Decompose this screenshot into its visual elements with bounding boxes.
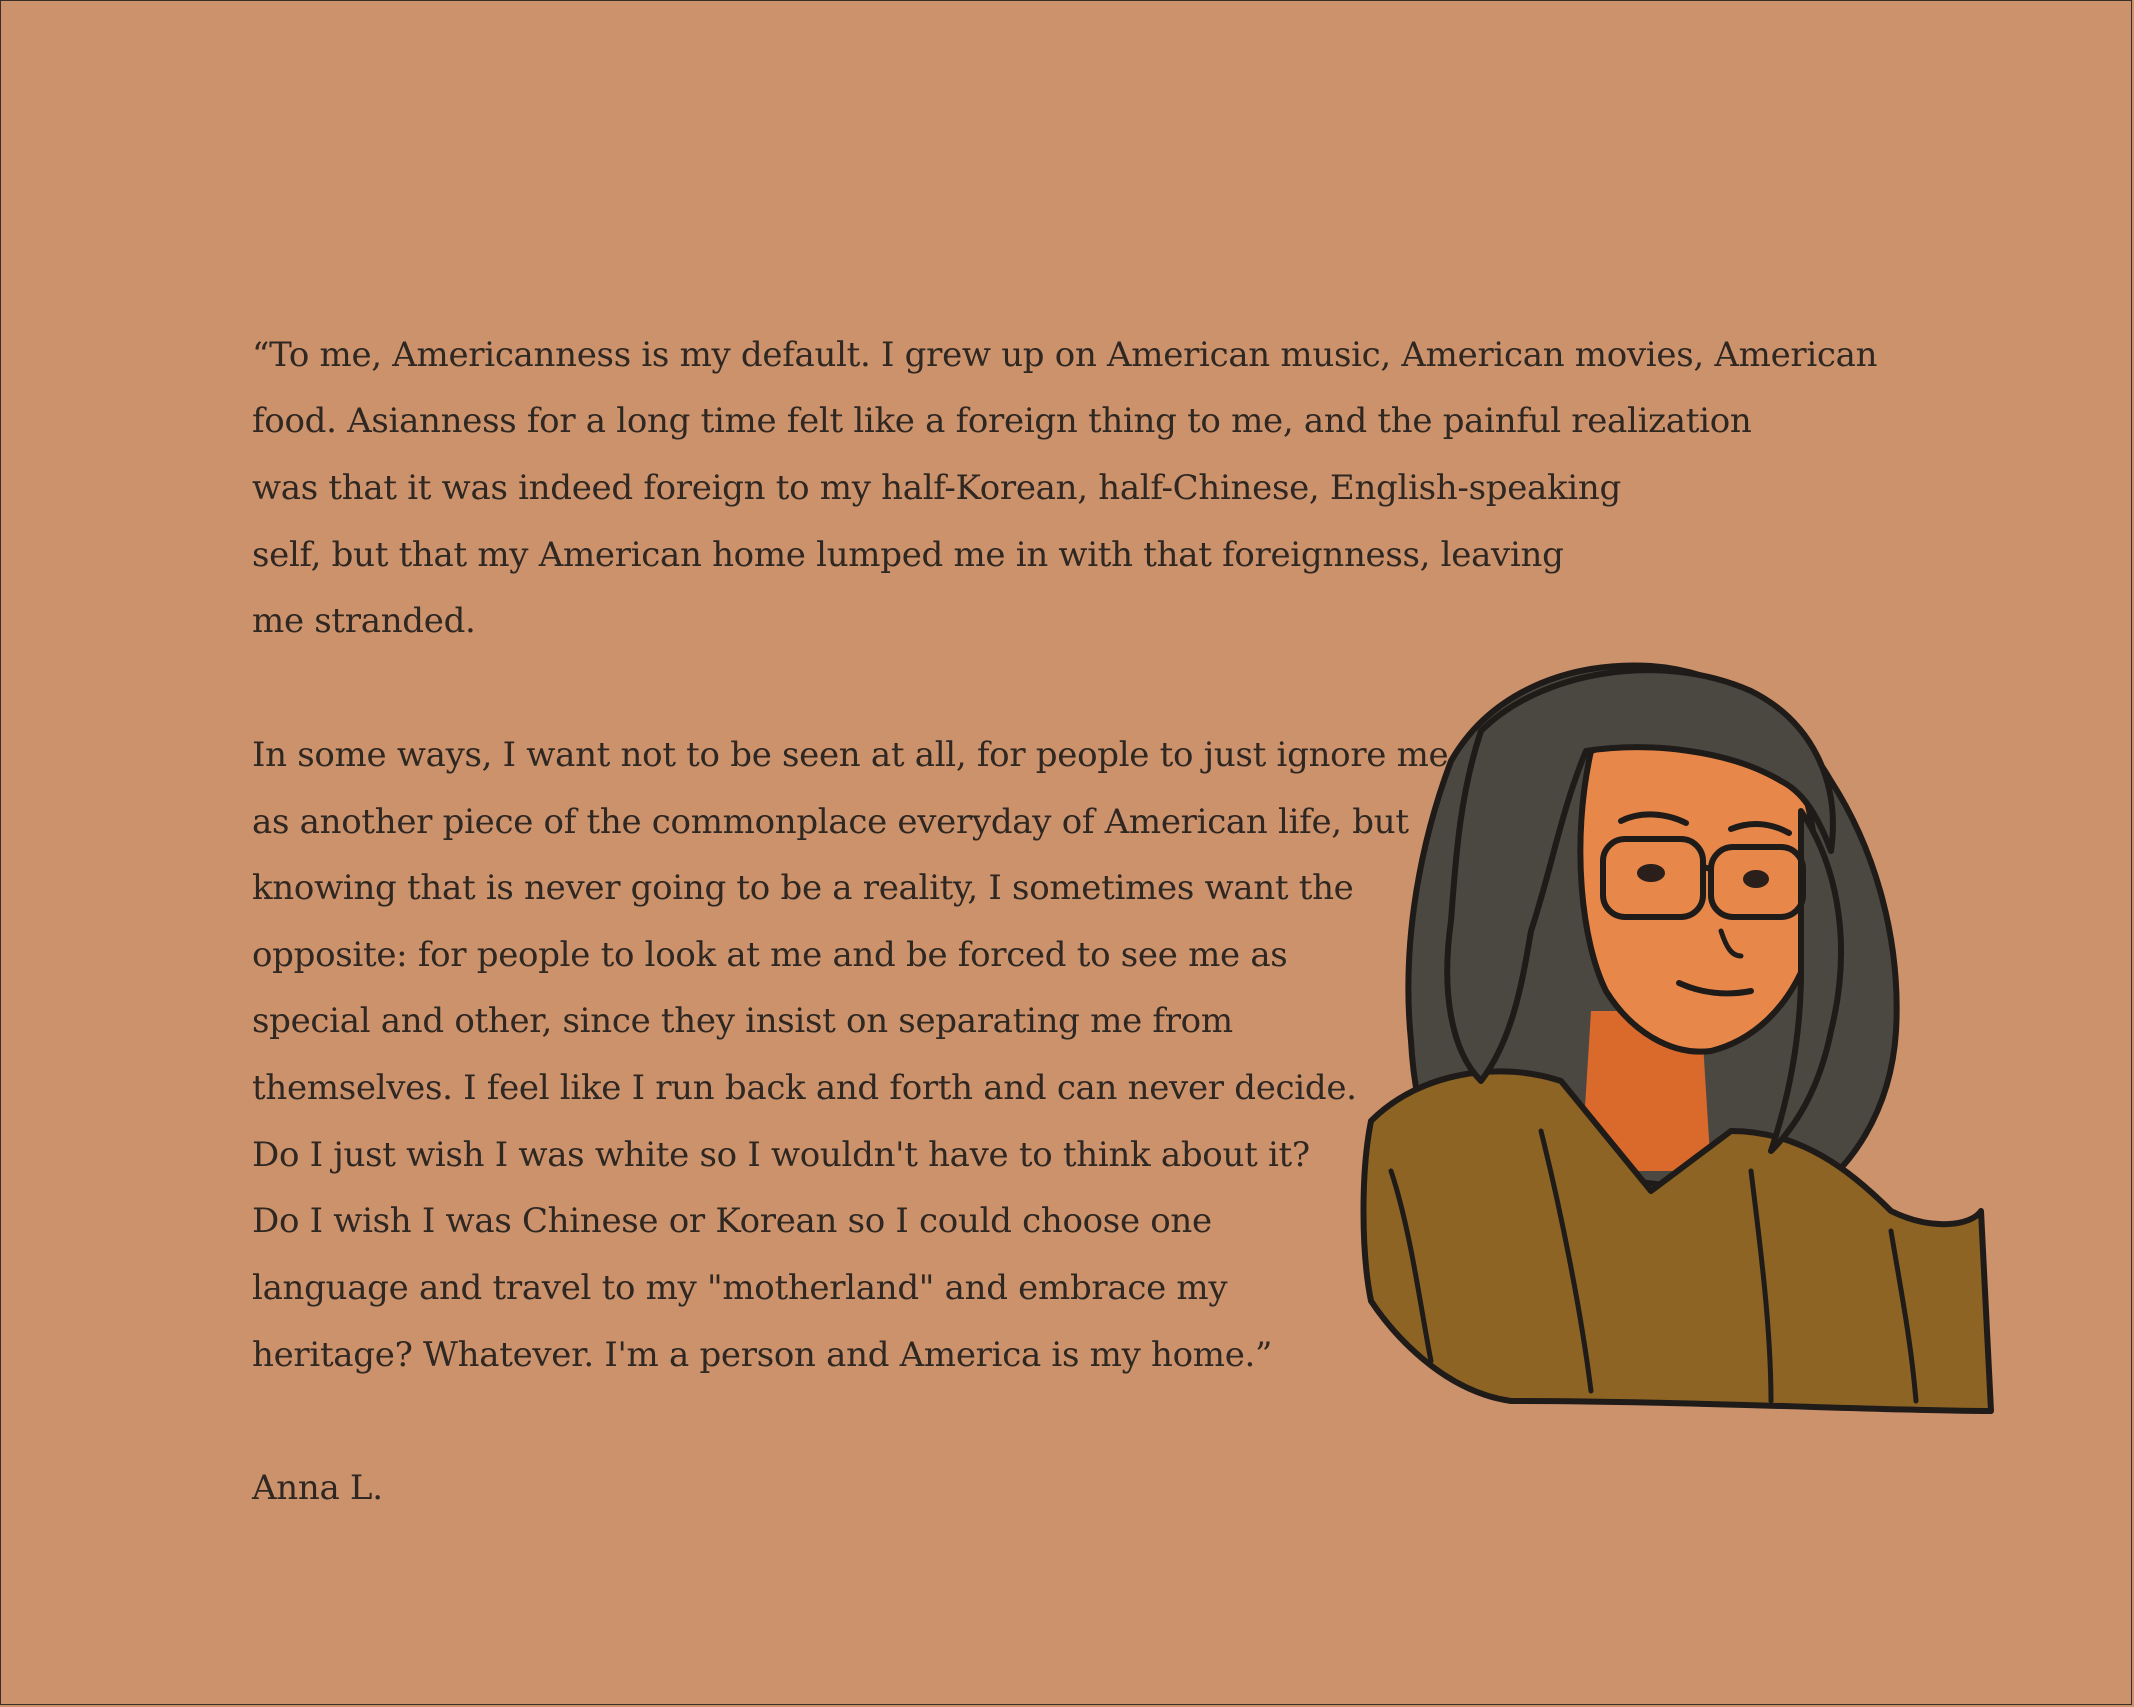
left-eye: [1637, 864, 1665, 882]
quote-line: heritage? Whatever. I'm a person and America is my home.”: [252, 1335, 1273, 1375]
face: [1580, 741, 1816, 1052]
quote-line: opposite: for people to look at me and be forced to see me as: [252, 935, 1288, 975]
author-signature: Anna L.: [252, 1468, 383, 1508]
quote-line: was that it was indeed foreign to my half-Korean, half-Chinese, English-speaking: [252, 468, 1621, 508]
quote-line: as another piece of the commonplace everyday of American life, but: [252, 802, 1409, 842]
quote-line: self, but that my American home lumped me in with that foreignness, leaving: [252, 535, 1564, 575]
quote-line: In some ways, I want not to be seen at all, for people to just ignore me: [252, 735, 1449, 775]
portrait-illustration: [1331, 611, 2031, 1441]
quote-line: knowing that is never going to be a reality, I sometimes want the: [252, 868, 1354, 908]
quote-line: “To me, Americanness is my default. I grew up on American music, American movies, American: [252, 335, 1878, 375]
quote-line: me stranded.: [252, 601, 476, 641]
quote-line: food. Asianness for a long time felt like a foreign thing to me, and the painful realization: [252, 401, 1752, 441]
quote-line: Do I just wish I was white so I wouldn't have to think about it?: [252, 1135, 1310, 1175]
quote-line: special and other, since they insist on separating me from: [252, 1001, 1233, 1041]
quote-line: Do I wish I was Chinese or Korean so I could choose one: [252, 1201, 1212, 1241]
quote-line: themselves. I feel like I run back and forth and can never decide.: [252, 1068, 1357, 1108]
right-eye: [1743, 870, 1769, 888]
quote-line: language and travel to my "motherland" and embrace my: [252, 1268, 1228, 1308]
